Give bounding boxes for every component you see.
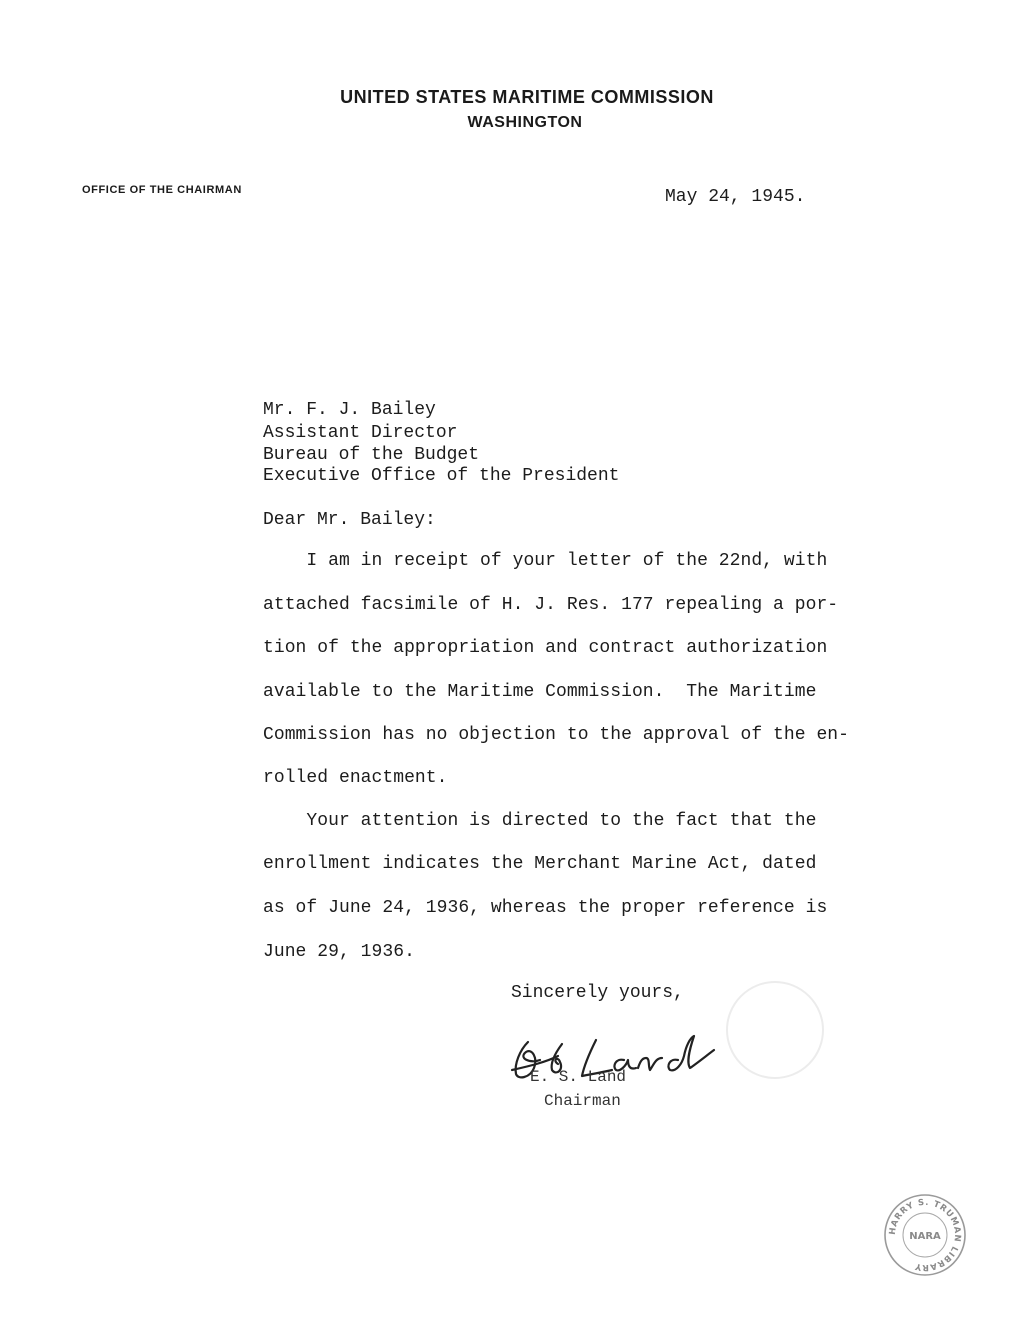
- body-line: I am in receipt of your letter of the 22nd, with: [263, 551, 828, 571]
- body-line: available to the Maritime Commission. The Maritime: [263, 682, 817, 702]
- svg-text:NARA: NARA: [909, 1231, 941, 1242]
- letterhead-title: UNITED STATES MARITIME COMMISSION: [340, 87, 714, 107]
- svg-text:HARRY S. TRUMAN LIBRARY: HARRY S. TRUMAN LIBRARY: [887, 1197, 963, 1273]
- recipient-line: Bureau of the Budget: [263, 445, 480, 465]
- closing: Sincerely yours,: [511, 983, 684, 1003]
- body-line: enrollment indicates the Merchant Marine Act, dated: [263, 854, 817, 874]
- archive-stamp-icon: [880, 1190, 970, 1280]
- salutation: Dear Mr. Bailey:: [263, 510, 436, 530]
- body-line: attached facsimile of H. J. Res. 177 repealing a por-: [263, 595, 839, 615]
- faint-stamp-icon: [720, 975, 830, 1085]
- letter-date: May 24, 1945.: [665, 187, 806, 207]
- recipient-line: Mr. F. J. Bailey: [263, 400, 436, 420]
- signer-name: E. S. Land: [530, 1068, 627, 1086]
- body-line: tion of the appropriation and contract authorization: [263, 638, 828, 658]
- body-line: Commission has no objection to the approval of the en-: [263, 725, 849, 745]
- body-line: as of June 24, 1936, whereas the proper reference is: [263, 898, 828, 918]
- office-of-chairman: OFFICE OF THE CHAIRMAN: [82, 184, 242, 196]
- recipient-line: Executive Office of the President: [263, 466, 620, 486]
- letterhead-city: WASHINGTON: [467, 114, 583, 131]
- recipient-line: Assistant Director: [263, 423, 458, 443]
- body-line: Your attention is directed to the fact that the: [263, 811, 817, 831]
- body-line: June 29, 1936.: [263, 942, 415, 962]
- body-line: rolled enactment.: [263, 768, 448, 788]
- signer-title: Chairman: [544, 1092, 621, 1110]
